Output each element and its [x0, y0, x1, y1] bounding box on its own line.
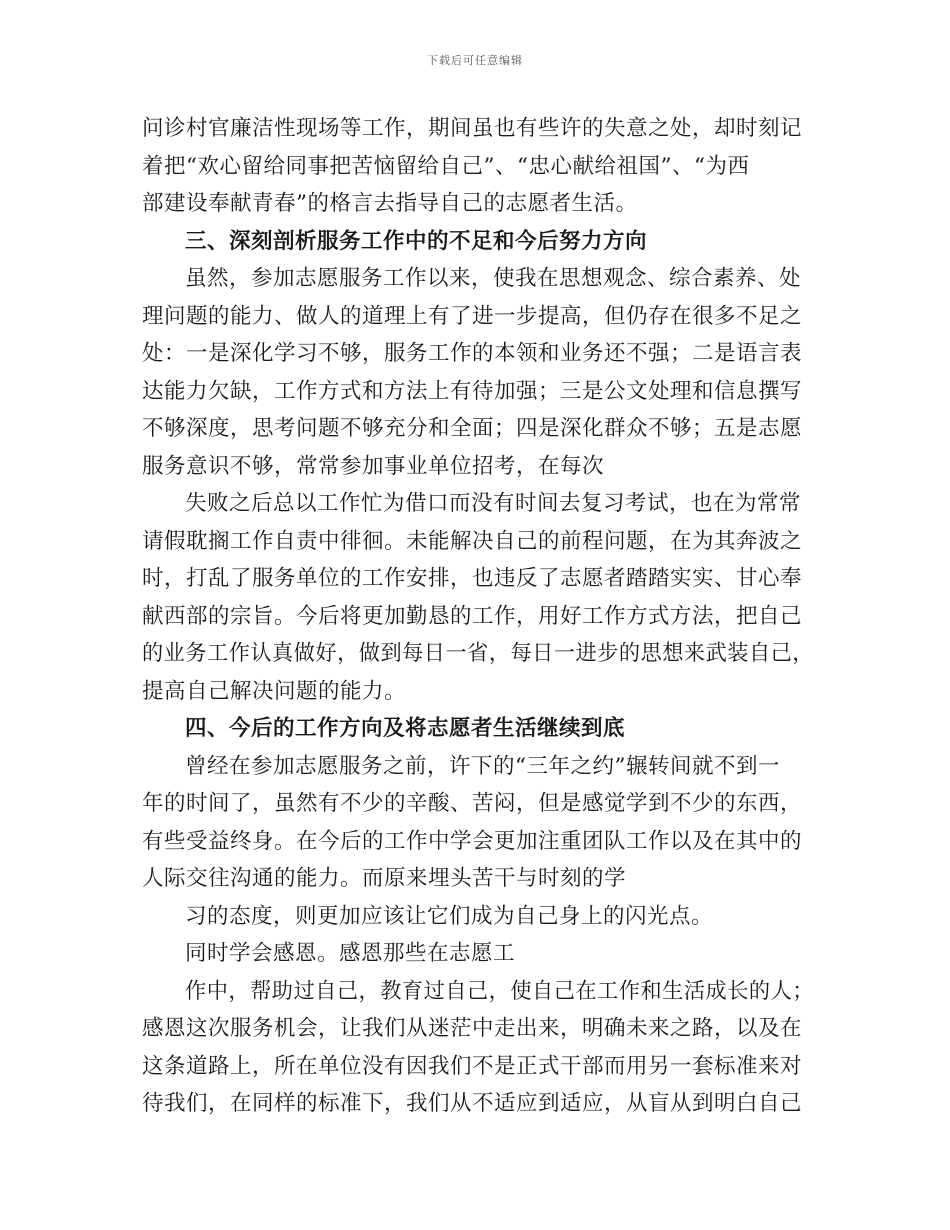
text-line: 失败之后总以工作忙为借口而没有时间去复习考试，也在为常常 [185, 491, 802, 516]
text-line: 待我们，在同样的标准下，我们从不适应到适应，从盲从到明白自己 [142, 1091, 803, 1116]
text-line: 同时学会感恩。感恩那些在志愿工 [185, 941, 516, 966]
text-line: 献西部的宗旨。今后将更加勤恳的工作，用好工作方式方法，把自己 [142, 603, 803, 629]
text-line: 习的态度，则更加应该让它们成为自己身上的闪光点。 [185, 903, 714, 929]
text-line: 年的时间了，虽然有不少的辛酸、苦闷，但是感觉学到不少的东西， [142, 791, 803, 816]
text-line: 服务意识不够，常常参加事业单位招考，在每次 [142, 453, 605, 479]
text-line: 处：一是深化学习不够，服务工作的本领和业务还不强；二是语言表 [142, 341, 803, 366]
text-line: 感恩这次服务机会，让我们从迷茫中走出来，明确未来之路，以及在 [142, 1016, 803, 1041]
document-body [142, 110, 814, 1123]
text-line: 作中，帮助过自己，教育过自己，使自己在工作和生活成长的人； [185, 978, 814, 1004]
text-line: 不够深度，思考问题不够充分和全面；四是深化群众不够；五是志愿 [142, 416, 803, 441]
text-line: 曾经在参加志愿服务之前，许下的“三年之约”辗转间就不到一 [185, 753, 780, 779]
text-line: 理问题的能力、做人的道理上有了进一步提高，但仍存在很多不足之 [142, 303, 803, 329]
text-line: 有些受益终身。在今后的工作中学会更加注重团队工作以及在其中的 [142, 828, 803, 854]
section-heading: 三、深刻剖析服务工作中的不足和今后努力方向 [185, 228, 648, 254]
text-line: 着把“欢心留给同事把苦恼留给自己”、“忠心献给祖国”、“为西 [142, 153, 750, 179]
text-line: 部建设奉献青春”的格言去指导自己的志愿者生活。 [142, 191, 638, 216]
text-line: 请假耽搁工作自责中徘徊。未能解决自己的前程问题，在为其奔波之 [142, 528, 803, 554]
text-line: 这条道路上，所在单位没有因我们不是正式干部而用另一套标准来对 [142, 1053, 803, 1079]
text-line: 提高自己解决问题的能力。 [142, 678, 407, 704]
text-line: 达能力欠缺，工作方式和方法上有待加强；三是公文处理和信息撰写 [142, 378, 803, 404]
text-line: 时，打乱了服务单位的工作安排，也违反了志愿者踏踏实实、甘心奉 [142, 566, 803, 591]
text-line: 问诊村官廉洁性现场等工作，期间虽也有些许的失意之处，却时刻记 [142, 116, 803, 141]
text-line: 人际交往沟通的能力。而原来埋头苦干与时刻的学 [142, 866, 627, 891]
text-line: 虽然，参加志愿服务工作以来，使我在思想观念、综合素养、处 [185, 266, 802, 291]
text-line: 的业务工作认真做好，做到每日一省，每日一进步的思想来武装自己， [142, 641, 814, 666]
section-heading: 四、今后的工作方向及将志愿者生活继续到底 [185, 716, 626, 741]
page-header: 下载后可任意编辑 [427, 54, 523, 67]
